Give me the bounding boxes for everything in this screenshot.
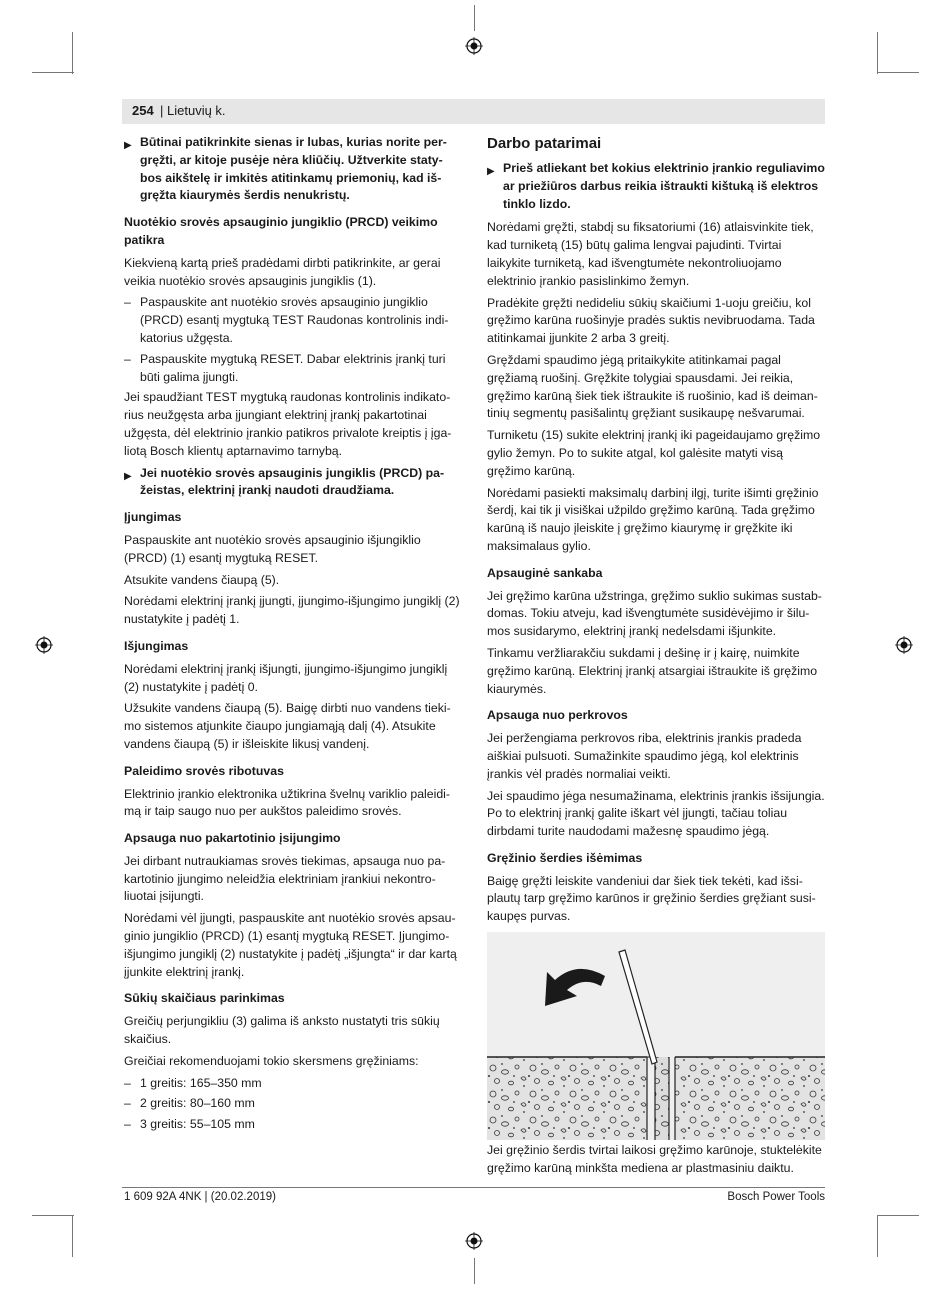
header-separator: | (160, 103, 164, 118)
crop-mark (474, 5, 475, 31)
prcd-intro: Kiekvieną kartą prieš pradėdami dirbti patikrinkite, ar gerai veikia nuotėkio srovės apsauginis jungiklis (1). (124, 255, 441, 288)
prcd-heading: Nuotėkio srovės apsauginio jungiklio (PRCD) veikimo patikra (124, 215, 438, 247)
crop-mark (32, 1215, 74, 1216)
left-column (124, 134, 460, 1137)
triangle-right-icon: ▶ (487, 166, 495, 177)
page-number: 254 (132, 103, 154, 118)
crop-mark (877, 32, 878, 74)
crop-mark (877, 72, 919, 73)
speed-paragraph-2: Greičiai rekomenduojami tokio skersmens gręžiniams: (124, 1053, 419, 1068)
crop-mark (877, 1215, 878, 1257)
warning-prcd-damaged: ▶ Jei nuotėkio srovės apsauginis jungiklis (PRCD) pažeistas, elektrinį įrankį naudoti draudžiama. (124, 465, 445, 498)
overload-heading: Apsauga nuo perkrovos (487, 708, 628, 723)
header-language: Lietuvių k. (167, 103, 226, 118)
prcd-step-test: – Paspauskite ant nuotėkio srovės apsauginio jungiklio (PRCD) esantį mygtuką TEST Raudonas kontrolinis indikatorius užgęsta. (124, 295, 449, 345)
footer-rule (122, 1187, 825, 1188)
on-heading: Įjungimas (124, 510, 182, 525)
tips-heading: Darbo patarimai (487, 135, 602, 152)
speed-heading: Sūkių skaičiaus parinkimas (124, 991, 285, 1006)
restart-paragraph-1: Jei dirbant nutraukiamas srovės tiekimas, apsauga nuo pakartotinio įjungimo neleidžia elektriniam įrankiui nekontroliuotai įsijungti. (124, 853, 446, 904)
crosshair-icon (35, 636, 53, 654)
core-heading: Gręžinio šerdies išėmimas (487, 850, 643, 865)
tips-paragraph-3: Gręždami spaudimo jėgą pritaikykite atitinkamai pagal gręžiamą ruošinį. Gręžkite tolygiai spausdami. Jei reikia, gręžimo karūną šiek tiek ištraukite iš ruošinio, kad iš deimantinių segmentų pasišalintų gręžiant susikaupę nešvarumai. (487, 352, 818, 421)
prcd-note: Jei spaudžiant TEST mygtuką raudonas kontrolinis indikatorius neužgęsta arba įjungiant elektrinį įrankį pakartotinai užgęsta, dėl elektrinio įrankio patikros privalote kreiptis į įgaliotą Bosch klientų aptarnavimo tarnybą. (124, 390, 452, 458)
clutch-heading: Apsauginė sankaba (487, 565, 603, 580)
core-removal-illustration (487, 932, 825, 1140)
tips-paragraph-1: Norėdami gręžti, stabdį su fiksatoriumi (16) atlaisvinkite tiek, kad turniketą (15) būtų galima lengvai pajudinti. Tvirtai laikykite turniketą, kad išvengtumėte nekontroliuojamo elektrinio įrankio pasislinkimo žemyn. (487, 220, 814, 288)
tips-paragraph-2: Pradėkite gręžti nedideliu sūkių skaičiumi 1-uoju greičiu, kol gręžimo karūna ruošinyje pradės suktis nevibruodama. Tada atitinkamai įjunkite 2 arba 3 greitį. (487, 295, 815, 346)
on-paragraph-2: Atsukite vandens čiaupą (5). (124, 572, 280, 587)
off-paragraph-1: Norėdami elektrinį įrankį išjungti, įjungimo-išjungimo jungiklį (2) nustatykite į padėtį 0. (124, 661, 448, 694)
off-heading: Išjungimas (124, 638, 189, 653)
overload-paragraph-1: Jei peržengiama perkrovos riba, elektrinis įrankis pradeda aiškiai pulsuoti. Sumažinkite spaudimo jėgą, kol elektrinis įrankis vėl pradės normaliai veikti. (487, 731, 802, 781)
core-paragraph: Baigę gręžti leiskite vandeniui dar šiek tiek tekėti, kad išsiplautų tarp gręžimo karūnos ir gręžinio šerdies gręžiant susikaupęs purvas. (487, 873, 816, 924)
warning-unplug: ▶ Prieš atliekant bet kokius elektrinio įrankio reguliavimo ar priežiūros darbus reikia ištraukti kištuką iš elektros tinklo lizdo. (487, 161, 825, 211)
page-header (122, 99, 825, 124)
crop-mark (32, 72, 74, 73)
crosshair-icon (465, 1232, 483, 1250)
core-removal-drawing (487, 932, 825, 1140)
restart-heading: Apsauga nuo pakartotinio įsijungimo (124, 831, 341, 846)
limiter-paragraph: Elektrinio įrankio elektronika užtikrina švelnų variklio paleidimą ir taip saugo nuo per aukštos paleidimo srovės. (124, 786, 451, 819)
tips-paragraph-4: Turniketu (15) sukite elektrinį įrankį iki pageidaujamo gręžimo gylio žemyn. Po to sukite atgal, kol galėsite matyti visą gręžimo karūną. (487, 428, 821, 478)
footer-doc-id: 1 609 92A 4NK | (20.02.2019) (124, 1191, 276, 1203)
crosshair-icon (465, 37, 483, 55)
limiter-heading: Paleidimo srovės ribotuvas (124, 763, 284, 778)
clutch-paragraph-2: Tinkamu veržliarakčiu sukdami į dešinę ir į kairę, nuimkite gręžimo karūną. Elektrinį įrankį atsargiai ištraukite iš gręžimo kiaurymės. (487, 645, 818, 696)
speed-item-1: – 1 greitis: 165–350 mm (124, 1075, 262, 1090)
clutch-paragraph-1: Jei gręžimo karūna užstringa, gręžimo suklio sukimas sustabdomas. Tokiu atveju, kad išvengtumėte susidėvėjimo ir šilumos susidarymo, elektrinį įrankį nedelsdami išjunkite. (487, 588, 822, 639)
restart-paragraph-2: Norėdami vėl įjungti, paspauskite ant nuotėkio srovės apsauginio jungiklio (PRCD) (1) esantį mygtuką RESET. Įjungimo-išjungimo jungiklį (2) nustatykite į padėtį „išjungta“ ir dar kartą įjunkite elektrinį įrankį. (124, 911, 457, 979)
crop-mark (72, 32, 73, 74)
tips-paragraph-5: Norėdami pasiekti maksimalų darbinį ilgį, turite išimti gręžinio šerdį, kai tik ji visiškai užpildo gręžimo karūną. Tada gręžimo karūną iš naujo įleiskite į gręžimo kiaurymę ir gręžkite iki maksimalaus gylio. (487, 485, 819, 553)
figure-caption: Jei gręžinio šerdis tvirtai laikosi gręžimo karūnoje, stuktelėkite gręžimo karūną minkšta mediena ar plastmasiniu daiktu. (487, 1143, 822, 1175)
crop-mark (474, 1258, 475, 1284)
on-paragraph-1: Paspauskite ant nuotėkio srovės apsauginio išjungiklio (PRCD) (1) esantį mygtuką RESET. (124, 532, 421, 565)
speed-item-3: – 3 greitis: 55–105 mm (124, 1117, 255, 1132)
triangle-right-icon: ▶ (124, 470, 132, 482)
right-column (487, 134, 825, 1182)
footer-brand: Bosch Power Tools (727, 1191, 825, 1203)
off-paragraph-2: Užsukite vandens čiaupą (5). Baigę dirbti nuo vandens tiekimo sistemos atjunkite čiaupo jungiamąją dalį (4). Atsukite vandens čiaupą (5) ir išleiskite likusį vandenį. (124, 701, 451, 751)
crop-mark (72, 1215, 73, 1257)
warning-walls: ▶ Būtinai patikrinkite sienas ir lubas, kurias norite pergręžti, ar kitoje pusėje nėra kliūčių. Užtverkite statybos aikštelę ir imkitės atitinkamų priemonių, kad išgręžta kiaurymės šerdis nenukristų. (124, 135, 447, 203)
speed-paragraph-1: Greičių perjungikliu (3) galima iš anksto nustatyti tris sūkių skaičius. (124, 1014, 440, 1047)
on-paragraph-3: Norėdami elektrinį įrankį įjungti, įjungimo-išjungimo jungiklį (2) nustatykite į padėtį 1. (124, 594, 460, 627)
speed-item-2: – 2 greitis: 80–160 mm (124, 1096, 255, 1111)
overload-paragraph-2: Jei spaudimo jėga nesumažinama, elektrinis įrankis išsijungia. Po to elektrinį įrankį galite iškart vėl įjungti, tačiau toliau dirbdami turite naudodami mažesnę spaudimo jėgą. (487, 788, 825, 839)
prcd-step-reset: – Paspauskite mygtuką RESET. Dabar elektrinis įrankį turi būti galima įjungti. (124, 351, 446, 384)
triangle-right-icon: ▶ (124, 140, 132, 151)
crosshair-icon (895, 636, 913, 654)
crop-mark (877, 1215, 919, 1216)
